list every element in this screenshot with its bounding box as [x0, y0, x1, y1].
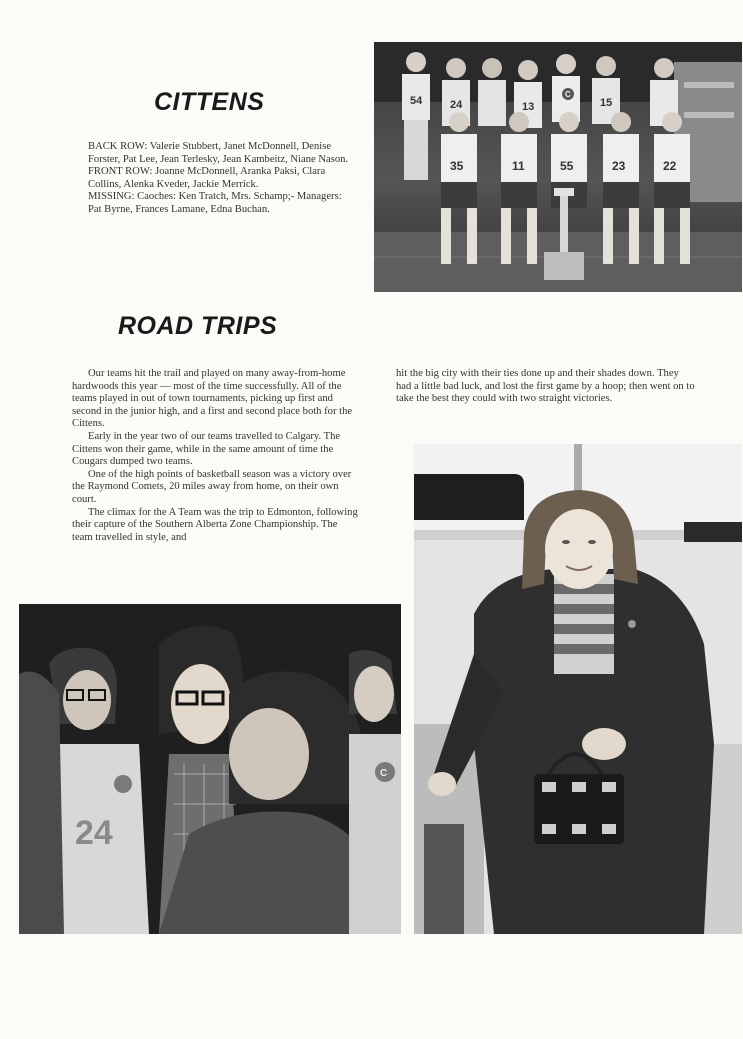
back-number-3: 13	[522, 101, 535, 113]
cittens-title: CITTENS	[154, 88, 265, 116]
front-number-1: 35	[450, 159, 464, 173]
front-row-text: FRONT ROW: Joanne McDonnell, Aranka Paksi, Clara Collins, Alenka Kveder, Jackie Merrick.	[88, 166, 326, 190]
back-row-text: BACK ROW: Valerie Stubbert, Janet McDonnell, Denise Forster, Pat Lee, Jean Terlesky, Jean Kambeitz, Niane Nason.	[88, 141, 349, 165]
paragraph-3: One of the high points of basketball season was a victory over the Raymond Comets, 20 miles away from home, on their own court.	[72, 468, 352, 505]
front-number-5: 22	[663, 159, 677, 173]
crowd-photo	[19, 604, 401, 934]
paragraph-2: Early in the year two of our teams travelled to Calgary. The Cittens won their game, while in the same amount of time the Cougars dumped two teams.	[72, 430, 341, 468]
front-number-2: 11	[512, 159, 525, 173]
striped-sweater	[554, 574, 614, 674]
front-number-3: 55	[560, 159, 574, 173]
front-number-4: 23	[612, 159, 626, 173]
paragraph-1: Our teams hit the trail and played on many away-from-home hardwoods this year — most of the time successfully. All of the teams played in out of town tournaments, picking up first and second in the junior high, and a first and second place both for the Cittens.	[72, 368, 353, 430]
back-number-5: 15	[600, 97, 613, 109]
back-number-1: 54	[410, 95, 423, 107]
back-jersey-letter: C	[565, 90, 571, 99]
missing-text: MISSING: Caoches: Ken Tratch, Mrs. Schamp;- Managers: Pat Byrne, Frances Lamane, Edna Buchan.	[88, 191, 342, 215]
player-right	[349, 650, 401, 934]
team-photo	[374, 42, 742, 292]
road-trips-title: ROAD TRIPS	[118, 312, 278, 340]
back-number-2: 24	[450, 99, 463, 111]
crowd-jersey-number: 24	[75, 814, 113, 852]
cittens-caption	[88, 141, 350, 217]
girl-with-handbag-photo	[414, 444, 742, 934]
crowd-jersey-letter: C	[380, 768, 388, 779]
road-trips-column-1	[72, 368, 360, 544]
road-trips-column-2	[396, 368, 696, 406]
paragraph-4: The climax for the A Team was the trip to Edmonton, following their capture of the Southern Alberta Zone Championship. The team travelled in style, and	[72, 506, 358, 543]
paragraph-5: hit the big city with their ties done up and their shades down. They had a little bad luck, and lost the first game by a hoop; then went on to take the best they could with two straight victories.	[396, 368, 695, 405]
